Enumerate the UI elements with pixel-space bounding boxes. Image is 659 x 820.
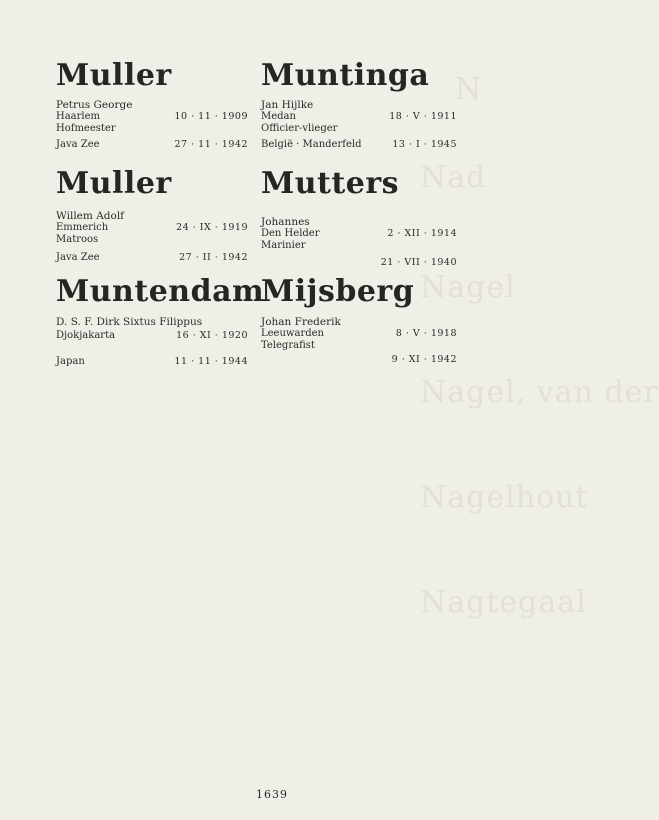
given-names: Petrus George xyxy=(56,99,133,111)
death-date: 13 · I · 1945 xyxy=(392,139,457,150)
surname: Mijsberg xyxy=(261,274,415,309)
given-names: Johan Frederik xyxy=(261,316,341,328)
surname: Muller xyxy=(56,166,172,201)
birthplace: Den Helder xyxy=(261,228,320,239)
entry-muller-willem xyxy=(56,166,248,264)
death-date: 27 · II · 1942 xyxy=(179,252,248,263)
given-names: Jan Hijlke xyxy=(261,99,314,111)
death-place: België · Manderfeld xyxy=(261,139,362,150)
surname: Muntinga xyxy=(261,58,430,93)
given-names: D. S. F. Dirk Sixtus Filippus xyxy=(56,316,203,328)
given-names: Willem Adolf xyxy=(56,210,125,222)
birthplace: Djokjakarta xyxy=(56,330,116,341)
occupation: Telegrafist xyxy=(261,340,315,351)
birth-date: 24 · IX · 1919 xyxy=(176,222,248,233)
death-date: 27 · 11 · 1942 xyxy=(174,139,248,150)
death-date: 11 · 11 · 1944 xyxy=(174,356,248,367)
occupation: Officier-vlieger xyxy=(261,123,338,134)
birth-date: 18 · V · 1911 xyxy=(389,111,457,122)
birthplace: Medan xyxy=(261,111,296,122)
occupation: Matroos xyxy=(56,234,99,245)
surname: Mutters xyxy=(261,166,400,201)
birth-date: 2 · XII · 1914 xyxy=(387,228,457,239)
death-date: 21 · VII · 1940 xyxy=(380,257,457,268)
death-place: Japan xyxy=(56,356,85,367)
entry-mutters xyxy=(261,166,457,269)
surname: Muller xyxy=(56,58,172,93)
entry-muntendam xyxy=(56,274,265,368)
page-number: 1639 xyxy=(256,788,288,801)
surname: Muntendam xyxy=(56,274,265,309)
entry-mijsberg xyxy=(261,274,457,366)
birth-date: 8 · V · 1918 xyxy=(395,328,457,339)
birth-date: 10 · 11 · 1909 xyxy=(174,111,248,122)
death-place: Java Zee xyxy=(56,252,100,263)
death-date: 9 · XI · 1942 xyxy=(391,354,457,365)
birth-date: 16 · XI · 1920 xyxy=(176,330,248,341)
birthplace: Emmerich xyxy=(56,222,109,233)
entry-muntinga xyxy=(261,58,457,151)
show-through-text: N Nad Nagel Nagel, van der Nagelhout Nagtegaal xyxy=(420,72,659,620)
birthplace: Haarlem xyxy=(56,111,101,122)
birthplace: Leeuwarden xyxy=(261,328,324,339)
occupation: Hofmeester xyxy=(56,123,116,134)
death-place: Java Zee xyxy=(56,139,100,150)
occupation: Marinier xyxy=(261,240,306,251)
entry-muller-petrus xyxy=(56,58,248,151)
given-names: Johannes xyxy=(261,216,310,228)
